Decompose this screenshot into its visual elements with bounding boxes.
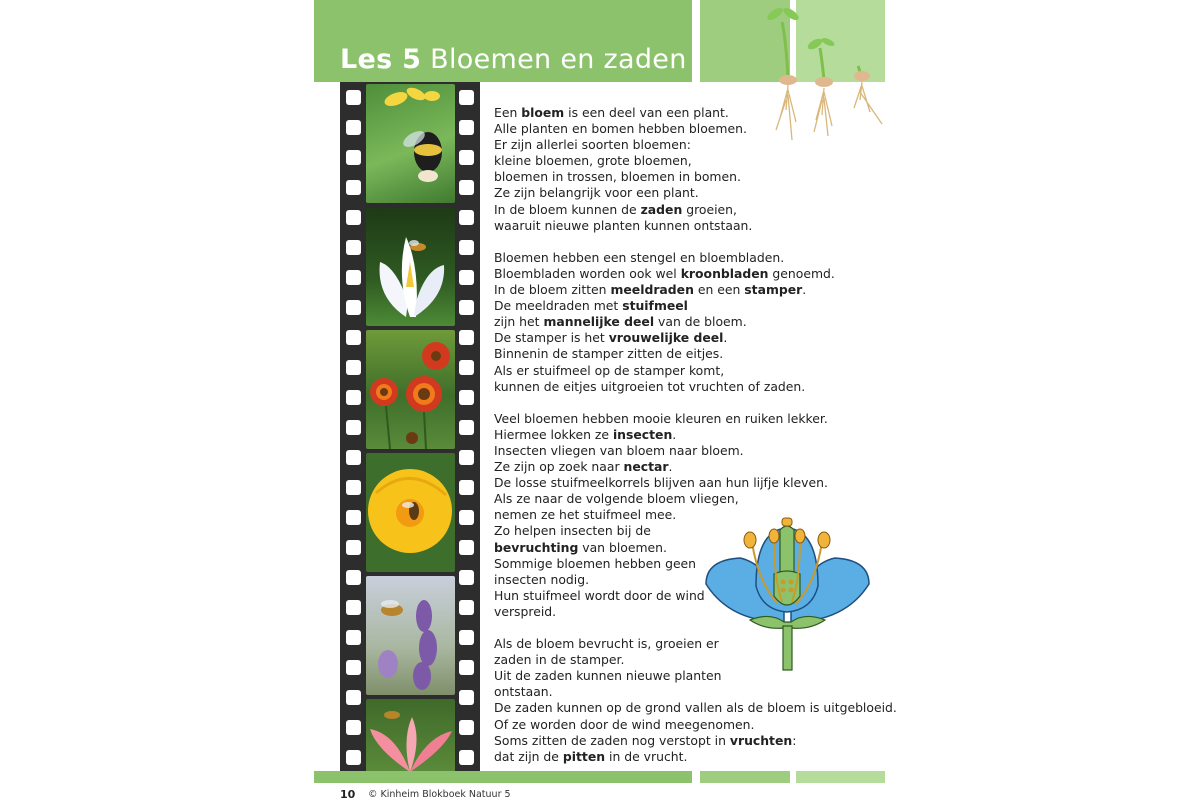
film-hole xyxy=(459,420,474,435)
text-line xyxy=(494,346,884,362)
film-hole xyxy=(459,630,474,645)
film-hole xyxy=(459,360,474,375)
text-segment: Of ze worden door de wind meegenomen. xyxy=(494,716,755,732)
film-hole xyxy=(459,570,474,585)
text-line xyxy=(494,717,884,733)
bee-on-lavender-photo xyxy=(366,576,455,695)
text-segment: Ze zijn belangrijk voor een plant. xyxy=(494,185,699,201)
text-segment: Als ze naar de volgende bloem vliegen, xyxy=(494,491,739,507)
film-hole xyxy=(459,300,474,315)
text-line xyxy=(494,459,884,475)
film-hole xyxy=(459,510,474,525)
text-segment: De losse stuifmeelkorrels blijven aan hun lijfje kleven. xyxy=(494,475,828,491)
text-segment: verspreid. xyxy=(494,603,557,619)
text-segment: groeien, xyxy=(682,201,737,217)
text-line xyxy=(494,314,884,330)
text-segment: : xyxy=(792,732,797,748)
text-segment: De zaden kunnen op de grond vallen als de bloem is uitgebloeid. xyxy=(494,700,897,716)
text-line xyxy=(494,218,884,234)
film-hole xyxy=(346,540,361,555)
key-term: meeldraden xyxy=(610,282,694,298)
film-hole xyxy=(346,120,361,135)
text-line xyxy=(494,330,884,346)
film-hole xyxy=(346,240,361,255)
text-segment: Als de bloem bevrucht is, groeien er xyxy=(494,636,719,652)
bee-on-pink-lily-photo xyxy=(366,699,455,772)
film-hole xyxy=(346,720,361,735)
text-segment: Hun stuifmeel wordt door de wind xyxy=(494,587,705,603)
text-line xyxy=(494,282,884,298)
key-term: pitten xyxy=(562,748,606,764)
text-line xyxy=(494,121,884,137)
film-hole xyxy=(346,480,361,495)
text-segment: De stamper is het xyxy=(494,330,609,346)
film-hole xyxy=(459,120,474,135)
text-segment: en een xyxy=(693,282,745,298)
film-hole xyxy=(346,450,361,465)
key-term: kroonbladen xyxy=(680,265,769,281)
flower-cross-section-diagram xyxy=(700,512,875,672)
text-line xyxy=(494,475,884,491)
text-segment: zijn het xyxy=(494,314,544,330)
text-segment: In de bloem kunnen de xyxy=(494,201,641,217)
text-line xyxy=(494,733,884,749)
paragraph xyxy=(494,250,884,395)
film-hole xyxy=(346,420,361,435)
film-hole xyxy=(459,480,474,495)
text-line xyxy=(494,153,884,169)
yellow-poppy-with-bee-photo xyxy=(366,453,455,572)
text-segment: Soms zitten de zaden nog verstopt in xyxy=(494,732,730,748)
text-line xyxy=(494,250,884,266)
text-segment: Bloembladen worden ook wel xyxy=(494,265,681,281)
text-segment: ontstaan. xyxy=(494,684,553,700)
film-hole xyxy=(346,750,361,765)
copyright-notice: © Kinheim Blokboek Natuur 5 xyxy=(368,789,511,800)
text-line xyxy=(494,427,884,443)
text-segment: dat zijn de xyxy=(494,748,563,764)
film-hole xyxy=(346,150,361,165)
film-hole xyxy=(346,90,361,105)
text-segment: Als er stuifmeel op de stamper komt, xyxy=(494,362,725,378)
film-hole xyxy=(459,240,474,255)
text-segment: . xyxy=(802,282,807,298)
text-segment: Uit de zaden kunnen nieuwe planten xyxy=(494,668,722,684)
red-flowers-photo xyxy=(366,330,455,449)
text-segment: Er zijn allerlei soorten bloemen: xyxy=(494,137,691,153)
text-line xyxy=(494,185,884,201)
text-segment: Alle planten en bomen hebben bloemen. xyxy=(494,121,747,137)
text-segment: insecten nodig. xyxy=(494,571,590,587)
lesson-title: Bloemen en zaden xyxy=(430,44,687,75)
text-line xyxy=(494,202,884,218)
footer-bar xyxy=(796,771,885,783)
text-segment: Binnenin de stamper zitten de eitjes. xyxy=(494,346,724,362)
text-segment: Bloemen hebben een stengel en bloembladen. xyxy=(494,249,785,265)
text-line xyxy=(494,684,884,700)
film-hole xyxy=(346,510,361,525)
film-hole xyxy=(459,180,474,195)
film-hole xyxy=(459,690,474,705)
text-segment: genoemd. xyxy=(768,265,835,281)
footer-bar xyxy=(314,771,692,783)
lesson-body-text xyxy=(494,105,897,781)
film-hole xyxy=(346,270,361,285)
page-title xyxy=(340,44,687,75)
key-term: stuifmeel xyxy=(622,298,688,314)
text-segment: nemen ze het stuifmeel mee. xyxy=(494,507,677,523)
key-term: stamper xyxy=(744,282,803,298)
text-line xyxy=(494,137,884,153)
film-hole xyxy=(346,660,361,675)
film-hole xyxy=(459,750,474,765)
text-segment: bloemen in trossen, bloemen in bomen. xyxy=(494,169,741,185)
text-segment: zaden in de stamper. xyxy=(494,652,625,668)
film-hole xyxy=(459,390,474,405)
text-line xyxy=(494,105,884,121)
film-hole xyxy=(346,360,361,375)
film-hole xyxy=(459,150,474,165)
film-hole xyxy=(459,330,474,345)
text-line xyxy=(494,363,884,379)
text-segment: De meeldraden met xyxy=(494,298,623,314)
key-term: bevruchting xyxy=(494,539,579,555)
text-segment: . xyxy=(672,426,677,442)
text-line xyxy=(494,749,884,765)
film-hole xyxy=(459,660,474,675)
paragraph xyxy=(494,105,884,234)
film-hole xyxy=(346,210,361,225)
lesson-label: Les 5 xyxy=(340,44,422,75)
key-term: nectar xyxy=(623,459,669,475)
film-hole xyxy=(459,540,474,555)
footer-bar xyxy=(700,771,790,783)
text-segment: Hiermee lokken ze xyxy=(494,426,613,442)
film-hole xyxy=(459,270,474,285)
text-segment: Insecten vliegen van bloem naar bloem. xyxy=(494,442,744,458)
text-line xyxy=(494,491,884,507)
film-strip xyxy=(340,82,480,772)
key-term: insecten xyxy=(612,426,673,442)
text-segment: van bloemen. xyxy=(578,539,667,555)
text-segment: kunnen de eitjes uitgroeien tot vruchten of zaden. xyxy=(494,378,806,394)
text-segment: Een xyxy=(494,105,522,120)
text-line xyxy=(494,411,884,427)
film-hole xyxy=(346,600,361,615)
film-hole xyxy=(346,570,361,585)
film-hole xyxy=(459,90,474,105)
film-hole xyxy=(459,720,474,735)
text-line xyxy=(494,379,884,395)
film-hole xyxy=(346,330,361,345)
text-line xyxy=(494,298,884,314)
key-term: zaden xyxy=(640,201,683,217)
text-segment: waaruit nieuwe planten kunnen ontstaan. xyxy=(494,217,753,233)
film-hole xyxy=(346,690,361,705)
film-hole xyxy=(459,450,474,465)
film-hole xyxy=(346,180,361,195)
text-line xyxy=(494,169,884,185)
text-segment: van de bloem. xyxy=(654,314,747,330)
text-segment: kleine bloemen, grote bloemen, xyxy=(494,153,692,169)
key-term: bloem xyxy=(521,105,565,120)
text-segment: Ze zijn op zoek naar xyxy=(494,459,624,475)
text-segment: Zo helpen insecten bij de xyxy=(494,523,651,539)
bee-on-white-crocus-photo xyxy=(366,207,455,326)
film-hole xyxy=(346,390,361,405)
key-term: vruchten xyxy=(729,732,793,748)
text-segment: . xyxy=(668,459,673,475)
text-line xyxy=(494,443,884,459)
text-segment: Sommige bloemen hebben geen xyxy=(494,555,697,571)
film-hole xyxy=(459,210,474,225)
bumblebee-on-flower-photo xyxy=(366,84,455,203)
key-term: vrouwelijke deel xyxy=(608,330,724,346)
text-segment: Veel bloemen hebben mooie kleuren en ruiken lekker. xyxy=(494,410,828,426)
film-hole xyxy=(346,630,361,645)
film-hole xyxy=(459,600,474,615)
text-line xyxy=(494,266,884,282)
text-segment: in de vrucht. xyxy=(605,748,688,764)
film-hole xyxy=(346,300,361,315)
text-segment: is een deel van een plant. xyxy=(564,105,729,120)
page-number: 10 xyxy=(340,788,356,801)
key-term: mannelijke deel xyxy=(543,314,655,330)
text-line xyxy=(494,700,897,716)
text-segment: . xyxy=(723,330,728,346)
text-segment: In de bloem zitten xyxy=(494,282,611,298)
